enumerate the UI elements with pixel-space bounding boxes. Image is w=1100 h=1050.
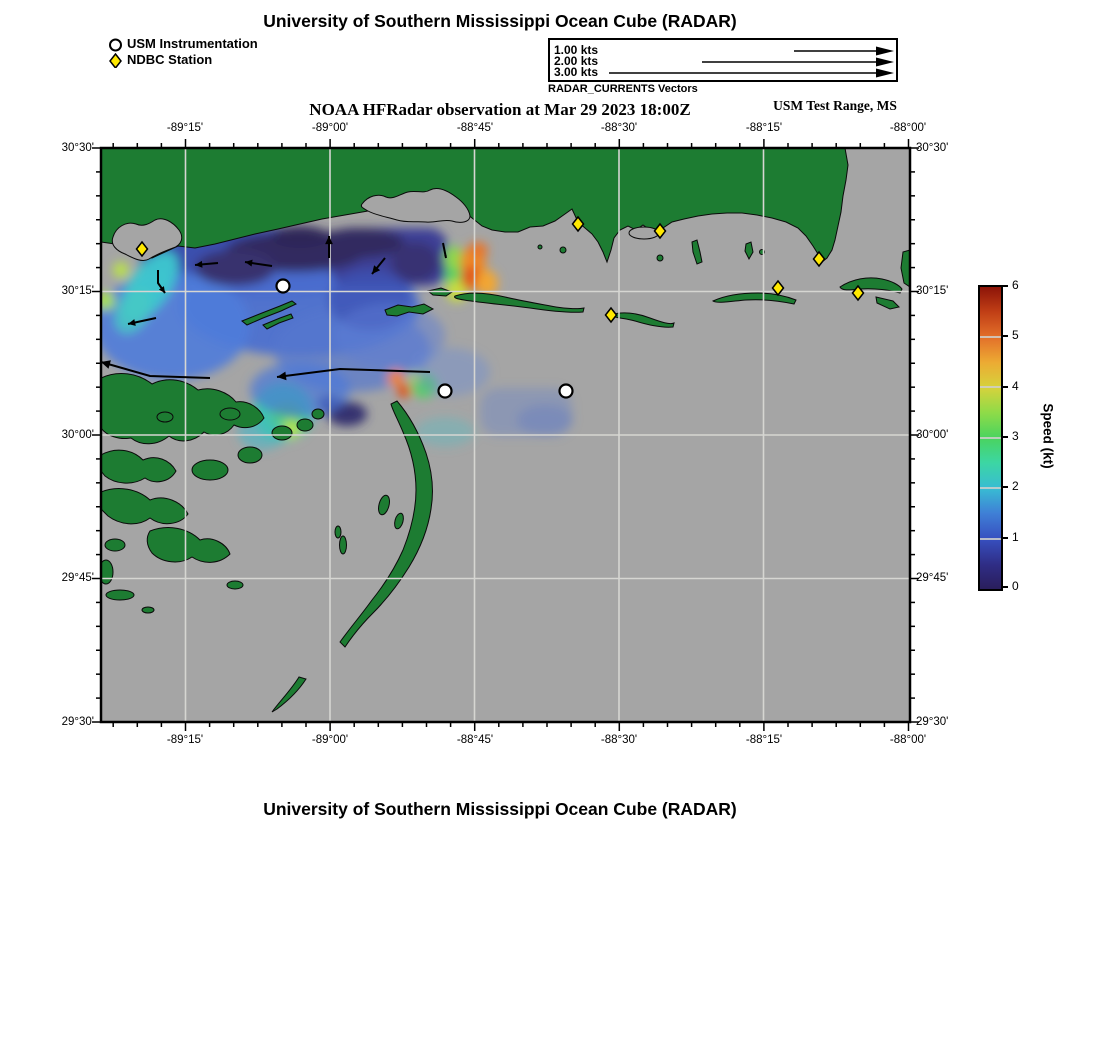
colorbar-tick-label: 1 — [1012, 530, 1019, 544]
axis-label-top: -89°00' — [311, 122, 349, 134]
vector-scale-3: 3.00 kts — [554, 65, 599, 79]
axis-label-bottom: -88°30' — [600, 734, 638, 746]
colorbar-tick-label: 3 — [1012, 429, 1019, 443]
axis-label-top: -88°00' — [889, 122, 927, 134]
usm-instrumentation-marker — [560, 385, 573, 398]
axis-label-left: 30°30' — [61, 142, 94, 154]
axis-label-left: 29°30' — [61, 716, 94, 728]
legend-usm-row — [108, 36, 258, 52]
map-legend — [108, 36, 258, 68]
axis-label-right: 30°15' — [916, 285, 949, 297]
axis-label-bottom: -89°00' — [311, 734, 349, 746]
vector-scale-2: 2.00 kts — [554, 54, 599, 68]
axis-label-left: 29°45' — [61, 572, 94, 584]
axis-label-top: -88°45' — [456, 122, 494, 134]
usm-circle-icon — [108, 37, 123, 52]
axis-label-top: -89°15' — [166, 122, 204, 134]
axis-label-bottom: -89°15' — [166, 734, 204, 746]
axis-label-bottom: -88°45' — [456, 734, 494, 746]
legend-ndbc-label: NDBC Station — [127, 52, 213, 67]
axis-label-bottom: -88°15' — [745, 734, 783, 746]
axis-label-right: 30°30' — [916, 142, 949, 154]
colorbar-tick-label: 6 — [1012, 278, 1019, 292]
axis-label-bottom: -88°00' — [889, 734, 927, 746]
pascagoula-inlet — [629, 227, 659, 239]
range-label: USM Test Range, MS — [773, 98, 897, 113]
ndbc-diamond-icon — [108, 53, 123, 68]
colorbar-tick-label: 0 — [1012, 579, 1019, 593]
vector-scale-box — [548, 38, 898, 82]
legend-ndbc-row — [108, 52, 258, 68]
usm-instrumentation-marker — [439, 385, 452, 398]
page-title: University of Southern Mississippi Ocean Cube (RADAR) — [263, 11, 737, 31]
axis-label-top: -88°30' — [600, 122, 638, 134]
speed-colorbar — [978, 285, 1003, 591]
axis-label-top: -88°15' — [745, 122, 783, 134]
vector-scale-arrows — [550, 40, 896, 80]
footer-title: University of Southern Mississippi Ocean Cube (RADAR) — [263, 799, 737, 819]
colorbar-tick-label: 2 — [1012, 479, 1019, 493]
vector-scale-1: 1.00 kts — [554, 43, 599, 57]
axis-label-left: 30°15' — [61, 285, 94, 297]
axis-label-right: 29°45' — [916, 572, 949, 584]
colorbar-tick-label: 4 — [1012, 379, 1019, 393]
axis-label-right: 30°00' — [916, 429, 949, 441]
observation-subtitle: NOAA HFRadar observation at Mar 29 2023 18:00Z — [309, 100, 691, 119]
colorbar-title: Speed (kt) — [1040, 403, 1056, 469]
map-canvas — [85, 130, 930, 745]
vector-scale-caption: RADAR_CURRENTS Vectors — [548, 83, 698, 95]
axis-label-right: 29°30' — [916, 716, 949, 728]
axis-label-left: 30°00' — [61, 429, 94, 441]
usm-instrumentation-marker — [277, 280, 290, 293]
legend-usm-label: USM Instrumentation — [127, 36, 258, 51]
colorbar-tick-label: 5 — [1012, 328, 1019, 342]
